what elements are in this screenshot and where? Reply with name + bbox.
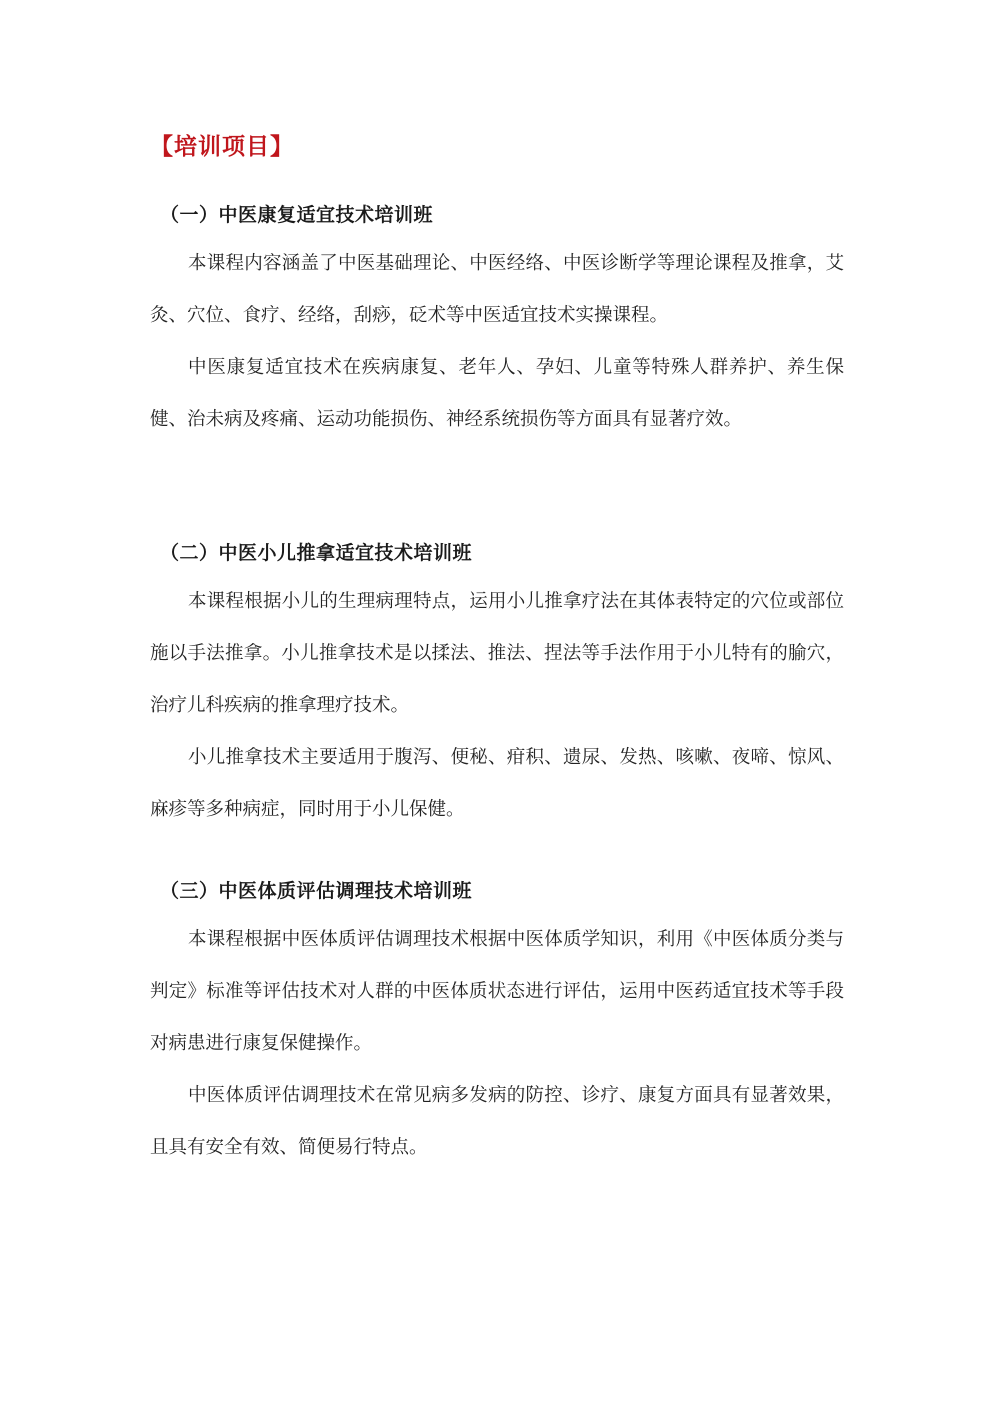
document-title: 【培训项目】 — [150, 134, 294, 160]
section-heading-3: （三）中医体质评估调理技术培训班 — [160, 880, 473, 902]
section-2-paragraph-1: 本课程根据小儿的生理病理特点，运用小儿推拿疗法在其体表特定的穴位或部位施以手法推拿。小儿推拿技术是以揉法、推法、捏法等手法作用于小儿特有的腧穴，治疗儿科疾病的推拿理疗技术。 — [150, 591, 844, 716]
section-3-paragraph-2: 中医体质评估调理技术在常见病多发病的防控、诊疗、康复方面具有显著效果，且具有安全有效、简便易行特点。 — [150, 1085, 844, 1158]
section-1-paragraph-2: 中医康复适宜技术在疾病康复、老年人、孕妇、儿童等特殊人群养护、养生保健、治未病及疼痛、运动功能损伤、神经系统损伤等方面具有显著疗效。 — [150, 357, 844, 430]
section-3-paragraph-1: 本课程根据中医体质评估调理技术根据中医体质学知识，利用《中医体质分类与判定》标准等评估技术对人群的中医体质状态进行评估，运用中医药适宜技术等手段对病患进行康复保健操作。 — [150, 929, 844, 1054]
section-heading-2: （二）中医小儿推拿适宜技术培训班 — [160, 542, 473, 564]
section-heading-1: （一）中医康复适宜技术培训班 — [160, 204, 434, 226]
section-1-paragraph-1: 本课程内容涵盖了中医基础理论、中医经络、中医诊断学等理论课程及推拿，艾灸、穴位、食疗、经络，刮痧，砭术等中医适宜技术实操课程。 — [150, 253, 844, 326]
section-2-paragraph-2: 小儿推拿技术主要适用于腹泻、便秘、疳积、遗尿、发热、咳嗽、夜啼、惊风、麻疹等多种病症，同时用于小儿保健。 — [150, 747, 844, 820]
